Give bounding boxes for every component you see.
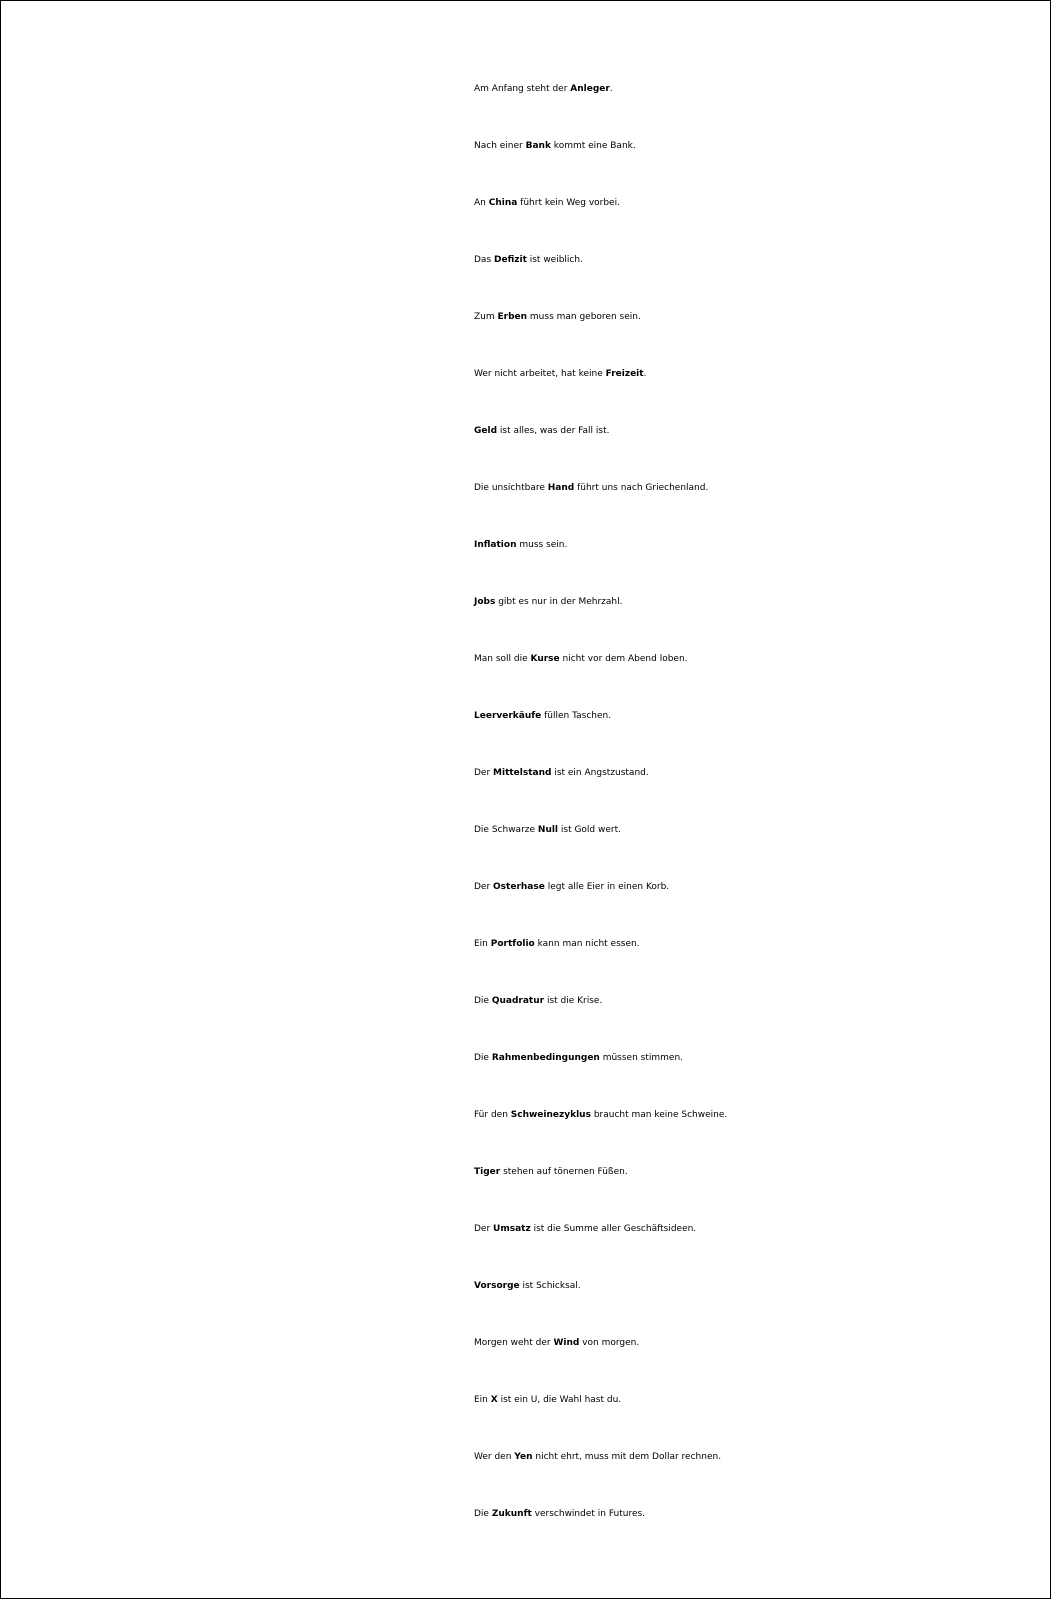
line-text: . [609, 84, 613, 94]
aphorism-line [474, 1394, 727, 1451]
keyword: Defizit [494, 255, 527, 265]
keyword: Wind [553, 1338, 580, 1348]
line-text: ist Schicksal. [519, 1281, 581, 1291]
keyword: Quadratur [491, 996, 545, 1006]
line-text: verschwindet in Futures. [531, 1509, 646, 1519]
aphorism-line [474, 938, 727, 995]
line-text: gibt es nur in der Mehrzahl. [495, 597, 623, 607]
keyword: Portfolio [490, 939, 535, 949]
aphorism-line [474, 83, 727, 140]
aphorism-line [474, 1223, 727, 1280]
aphorism-list [474, 83, 727, 1565]
line-text: kann man nicht essen. [534, 939, 640, 949]
aphorism-line [474, 1451, 727, 1508]
line-text: von morgen. [579, 1338, 640, 1348]
line-text: führt kein Weg vorbei. [517, 198, 620, 208]
line-text: Die [474, 1053, 492, 1063]
keyword: Bank [525, 141, 551, 151]
line-text: Die Schwarze [474, 825, 538, 835]
aphorism-line [474, 767, 727, 824]
keyword: Geld [474, 426, 498, 436]
line-text: Am Anfang steht der [474, 84, 571, 94]
line-text: führt uns nach Griechenland. [574, 483, 709, 493]
line-text: braucht man keine Schweine. [590, 1110, 728, 1120]
aphorism-line [474, 653, 727, 710]
line-text: ist die Summe aller Geschäftsideen. [530, 1224, 697, 1234]
keyword: Tiger [474, 1167, 501, 1177]
line-text: Wer nicht arbeitet, hat keine [474, 369, 606, 379]
aphorism-line [474, 425, 727, 482]
keyword: Schweinezyklus [510, 1110, 591, 1120]
line-text: Die [474, 1509, 492, 1519]
aphorism-line [474, 824, 727, 881]
line-text: ist weiblich. [526, 255, 583, 265]
line-text: Man soll die [474, 654, 531, 664]
line-text: ist ein Angstzustand. [551, 768, 649, 778]
keyword: Vorsorge [474, 1281, 520, 1291]
line-text: Das [474, 255, 494, 265]
line-text: legt alle Eier in einen Korb. [544, 882, 670, 892]
line-text: Zum [474, 312, 498, 322]
line-text: . [643, 369, 647, 379]
aphorism-line [474, 368, 727, 425]
aphorism-line [474, 1337, 727, 1394]
line-text: Wer den [474, 1452, 515, 1462]
line-text: Morgen weht der [474, 1338, 554, 1348]
aphorism-line [474, 1508, 727, 1565]
aphorism-line [474, 1109, 727, 1166]
line-text: kommt eine Bank. [550, 141, 636, 151]
line-text: Ein [474, 1395, 491, 1405]
line-text: Der [474, 768, 494, 778]
keyword: Leerverkäufe [474, 711, 542, 721]
aphorism-line [474, 881, 727, 938]
line-text: ist ein U, die Wahl hast du. [497, 1395, 622, 1405]
line-text: Die unsichtbare [474, 483, 548, 493]
aphorism-line [474, 596, 727, 653]
keyword: Inflation [474, 540, 517, 550]
keyword: X [490, 1395, 498, 1405]
aphorism-line [474, 710, 727, 767]
line-text: Der [474, 1224, 494, 1234]
keyword: Null [537, 825, 559, 835]
line-text: An [474, 198, 489, 208]
keyword: China [488, 198, 518, 208]
aphorism-line [474, 254, 727, 311]
line-text: nicht vor dem Abend loben. [559, 654, 688, 664]
line-text: stehen auf tönernen Füßen. [500, 1167, 628, 1177]
keyword: Freizeit [605, 369, 644, 379]
line-text: ist Gold wert. [558, 825, 621, 835]
aphorism-line [474, 140, 727, 197]
line-text: füllen Taschen. [541, 711, 612, 721]
line-text: müssen stimmen. [599, 1053, 684, 1063]
line-text: ist die Krise. [544, 996, 603, 1006]
line-text: ist alles, was der Fall ist. [497, 426, 610, 436]
keyword: Osterhase [493, 882, 545, 892]
aphorism-line [474, 1280, 727, 1337]
keyword: Mittelstand [493, 768, 552, 778]
line-text: muss sein. [516, 540, 568, 550]
aphorism-line [474, 482, 727, 539]
aphorism-line [474, 197, 727, 254]
keyword: Anleger [570, 84, 610, 94]
keyword: Umsatz [493, 1224, 531, 1234]
line-text: Ein [474, 939, 491, 949]
keyword: Jobs [474, 597, 496, 607]
line-text: muss man geboren sein. [527, 312, 641, 322]
line-text: Der [474, 882, 494, 892]
line-text: Nach einer [474, 141, 526, 151]
aphorism-line [474, 995, 727, 1052]
aphorism-line [474, 1052, 727, 1109]
line-text: Die [474, 996, 492, 1006]
aphorism-line [474, 311, 727, 368]
line-text: Für den [474, 1110, 511, 1120]
keyword: Erben [497, 312, 528, 322]
keyword: Hand [547, 483, 575, 493]
line-text: nicht ehrt, muss mit dem Dollar rechnen. [532, 1452, 722, 1462]
keyword: Zukunft [491, 1509, 532, 1519]
keyword: Rahmenbedingungen [491, 1053, 600, 1063]
aphorism-line [474, 539, 727, 596]
keyword: Kurse [530, 654, 560, 664]
keyword: Yen [514, 1452, 533, 1462]
aphorism-line [474, 1166, 727, 1223]
